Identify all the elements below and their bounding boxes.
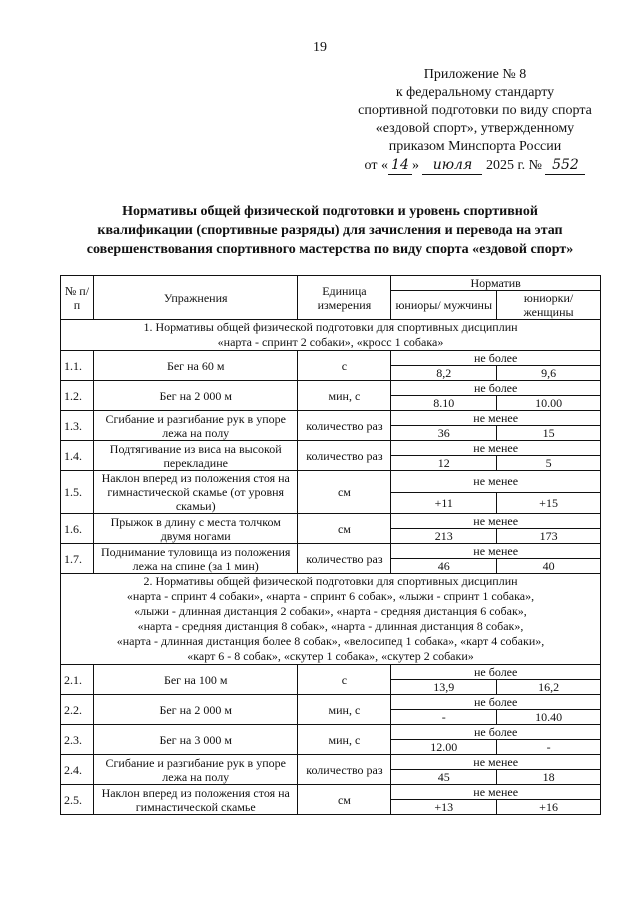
exercise-name: Наклон вперед из положения стоя на гимнастической скамье bbox=[93, 785, 298, 815]
exercise-name: Прыжок в длину с места толчком двумя ногами bbox=[93, 514, 298, 544]
value-female: - bbox=[497, 740, 601, 755]
appendix-line: спортивной подготовки по виду спорта bbox=[358, 103, 592, 118]
table-row bbox=[61, 544, 601, 559]
section-row bbox=[61, 320, 601, 351]
table-row bbox=[61, 695, 601, 710]
norm-comparator: не менее bbox=[391, 471, 601, 493]
page-number: 19 bbox=[313, 40, 327, 55]
norm-comparator: не более bbox=[391, 725, 601, 740]
row-number: 1.5. bbox=[61, 471, 94, 514]
norms-table bbox=[60, 275, 601, 815]
table-row bbox=[61, 471, 601, 493]
section-1-rows bbox=[61, 351, 601, 574]
row-number: 2.5. bbox=[61, 785, 94, 815]
unit-cell: с bbox=[298, 665, 391, 695]
unit-cell: количество раз bbox=[298, 441, 391, 471]
header-exercise: Упражнения bbox=[93, 276, 298, 320]
date-year: 2025 г. № bbox=[485, 158, 542, 173]
row-number: 1.3. bbox=[61, 411, 94, 441]
section-line: «нарта - спринт 4 собаки», «нарта - спринт 6 собак», «лыжи - спринт 1 собака», bbox=[126, 589, 535, 603]
norm-comparator: не менее bbox=[391, 441, 601, 456]
unit-cell: мин, с bbox=[298, 725, 391, 755]
exercise-name: Наклон вперед из положения стоя на гимнастической скамье (от уровня скамьи) bbox=[93, 471, 298, 514]
table-row bbox=[61, 351, 601, 366]
norm-comparator: не более bbox=[391, 351, 601, 366]
value-female: 18 bbox=[497, 770, 601, 785]
value-female: 9,6 bbox=[497, 366, 601, 381]
value-female: +15 bbox=[497, 492, 601, 514]
row-number: 2.4. bbox=[61, 755, 94, 785]
appendix-header bbox=[350, 66, 600, 175]
section-line: «карт 6 - 8 собак», «скутер 1 собака», «скутер 2 собаки» bbox=[187, 649, 474, 663]
value-male: 12 bbox=[391, 456, 497, 471]
unit-cell: количество раз bbox=[298, 411, 391, 441]
row-number: 1.6. bbox=[61, 514, 94, 544]
row-number: 2.1. bbox=[61, 665, 94, 695]
unit-cell: см bbox=[298, 514, 391, 544]
value-male: 8,2 bbox=[391, 366, 497, 381]
exercise-name: Бег на 2 000 м bbox=[93, 381, 298, 411]
section-line: 2. Нормативы общей физической подготовки для спортивных дисциплин bbox=[143, 574, 518, 588]
page-title bbox=[40, 202, 620, 259]
title-line: совершенствования спортивного мастерства по виду спорта «ездовой спорт» bbox=[86, 242, 574, 257]
title-line: Нормативы общей физической подготовки и уровень спортивной bbox=[122, 204, 538, 219]
header-num: № п/п bbox=[61, 276, 94, 320]
table-row bbox=[61, 665, 601, 680]
unit-cell: мин, с bbox=[298, 695, 391, 725]
unit-cell: см bbox=[298, 785, 391, 815]
norm-comparator: не менее bbox=[391, 514, 601, 529]
exercise-name: Бег на 2 000 м bbox=[93, 695, 298, 725]
norm-comparator: не менее bbox=[391, 755, 601, 770]
order-number: 552 bbox=[545, 156, 585, 175]
unit-cell: количество раз bbox=[298, 544, 391, 574]
row-number: 1.4. bbox=[61, 441, 94, 471]
exercise-name: Сгибание и разгибание рук в упоре лежа на полу bbox=[93, 411, 298, 441]
header-unit: Единица измерения bbox=[298, 276, 391, 320]
section-line: «нарта - спринт 2 собаки», «кросс 1 собака» bbox=[217, 335, 444, 349]
norm-comparator: не менее bbox=[391, 785, 601, 800]
norm-comparator: не менее bbox=[391, 544, 601, 559]
value-female: 10.40 bbox=[497, 710, 601, 725]
table-row bbox=[61, 411, 601, 426]
row-number: 1.1. bbox=[61, 351, 94, 381]
value-female: 40 bbox=[497, 559, 601, 574]
row-number: 1.2. bbox=[61, 381, 94, 411]
unit-cell: мин, с bbox=[298, 381, 391, 411]
table-row bbox=[61, 755, 601, 770]
header-norm: Норматив bbox=[391, 276, 601, 291]
value-male: 12.00 bbox=[391, 740, 497, 755]
value-female: 5 bbox=[497, 456, 601, 471]
value-male: +13 bbox=[391, 800, 497, 815]
section-line: 1. Нормативы общей физической подготовки для спортивных дисциплин bbox=[143, 320, 518, 334]
norm-comparator: не более bbox=[391, 381, 601, 396]
date-mid: » bbox=[411, 158, 419, 173]
table-row bbox=[61, 725, 601, 740]
value-male: 8.10 bbox=[391, 396, 497, 411]
table-row bbox=[61, 381, 601, 396]
appendix-line: к федеральному стандарту bbox=[395, 85, 555, 100]
table-row bbox=[61, 514, 601, 529]
exercise-name: Бег на 60 м bbox=[93, 351, 298, 381]
value-male: 45 bbox=[391, 770, 497, 785]
exercise-name: Сгибание и разгибание рук в упоре лежа на полу bbox=[93, 755, 298, 785]
exercise-name: Бег на 100 м bbox=[93, 665, 298, 695]
value-male: - bbox=[391, 710, 497, 725]
exercise-name: Бег на 3 000 м bbox=[93, 725, 298, 755]
section-line: «нарта - средняя дистанция 8 собак», «нарта - длинная дистанция 8 собак», bbox=[137, 619, 524, 633]
value-female: 173 bbox=[497, 529, 601, 544]
date-prefix: от « bbox=[364, 158, 388, 173]
table-row bbox=[61, 441, 601, 456]
norm-comparator: не менее bbox=[391, 411, 601, 426]
date-day: 14 bbox=[388, 156, 412, 175]
row-number: 2.2. bbox=[61, 695, 94, 725]
value-male: 213 bbox=[391, 529, 497, 544]
value-female: +16 bbox=[497, 800, 601, 815]
header-female: юниорки/ женщины bbox=[497, 291, 601, 320]
section-1-heading bbox=[61, 320, 601, 351]
section-line: «лыжи - длинная дистанция 2 собаки», «нарта - средняя дистанция 6 собак», bbox=[134, 604, 527, 618]
value-male: 36 bbox=[391, 426, 497, 441]
value-female: 15 bbox=[497, 426, 601, 441]
title-line: квалификации (спортивные разряды) для зачисления и перевода на этап bbox=[97, 223, 563, 238]
row-number: 1.7. bbox=[61, 544, 94, 574]
section-row bbox=[61, 574, 601, 665]
row-number: 2.3. bbox=[61, 725, 94, 755]
table-row bbox=[61, 785, 601, 800]
norm-comparator: не более bbox=[391, 695, 601, 710]
date-month: июля bbox=[422, 156, 482, 175]
exercise-name: Подтягивание из виса на высокой перекладине bbox=[93, 441, 298, 471]
section-2-rows bbox=[61, 665, 601, 815]
header-male: юниоры/ мужчины bbox=[391, 291, 497, 320]
appendix-line: «ездовой спорт», утвержденному bbox=[375, 121, 575, 136]
appendix-line: Приложение № 8 bbox=[423, 67, 527, 82]
value-female: 10.00 bbox=[497, 396, 601, 411]
value-male: 13,9 bbox=[391, 680, 497, 695]
unit-cell: см bbox=[298, 471, 391, 514]
unit-cell: с bbox=[298, 351, 391, 381]
value-female: 16,2 bbox=[497, 680, 601, 695]
appendix-line: приказом Минспорта России bbox=[388, 139, 562, 154]
section-2-heading bbox=[61, 574, 601, 665]
value-male: +11 bbox=[391, 492, 497, 514]
section-line: «нарта - длинная дистанция более 8 собак», «велосипед 1 собака», «карт 4 собаки», bbox=[116, 634, 545, 648]
appendix-date bbox=[350, 156, 600, 175]
unit-cell: количество раз bbox=[298, 755, 391, 785]
value-male: 46 bbox=[391, 559, 497, 574]
table-header-row bbox=[61, 276, 601, 291]
norm-comparator: не более bbox=[391, 665, 601, 680]
exercise-name: Поднимание туловища из положения лежа на спине (за 1 мин) bbox=[93, 544, 298, 574]
